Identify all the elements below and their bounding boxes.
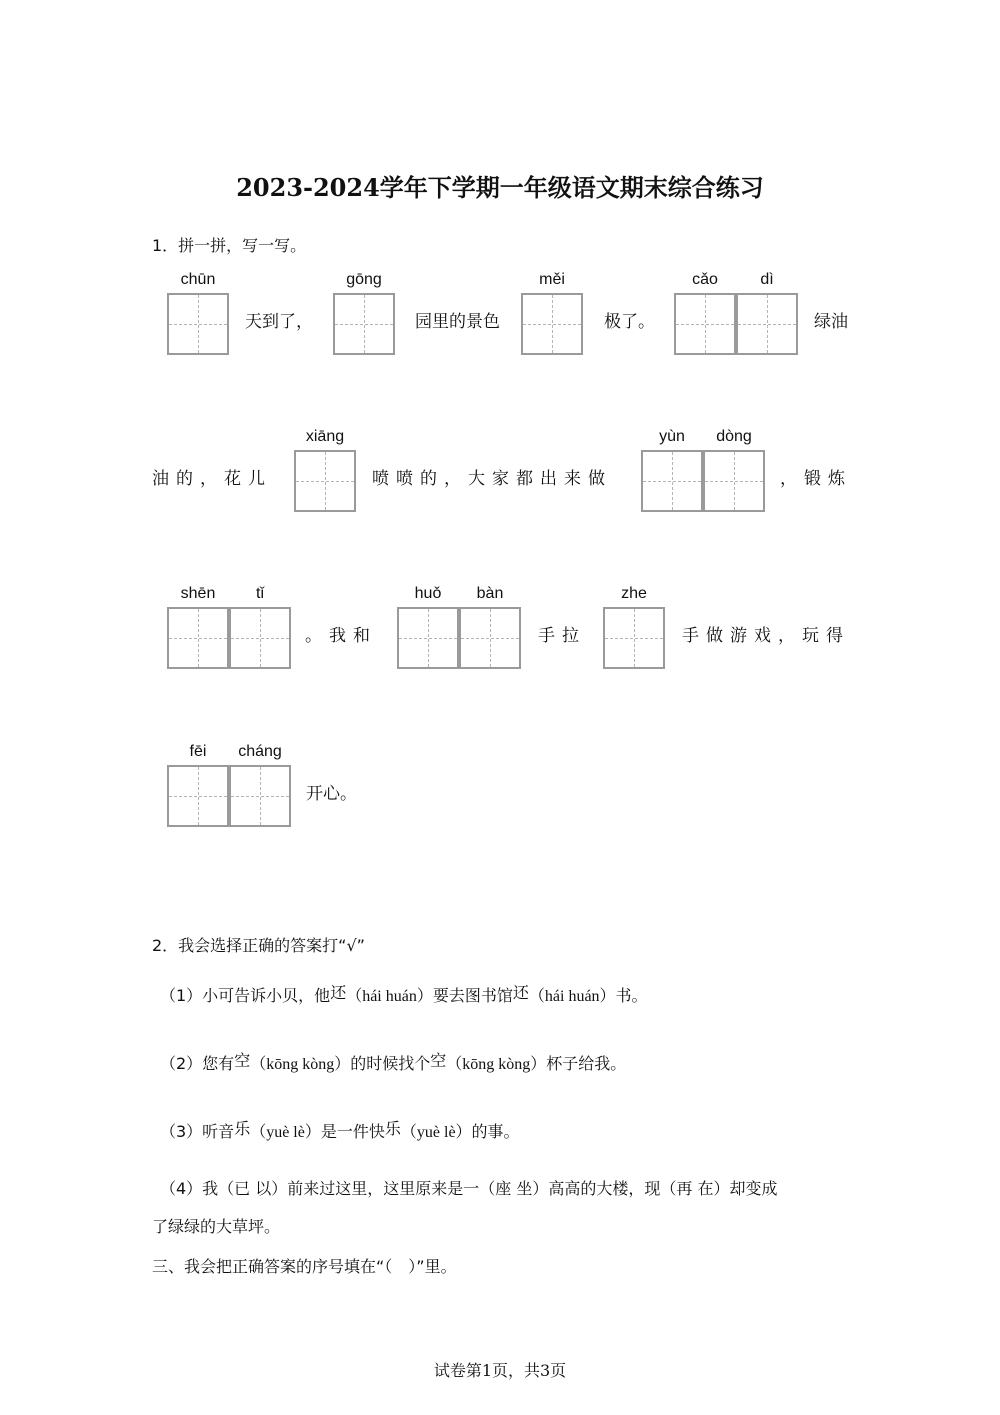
sentence-fragment: 。我和 bbox=[305, 626, 377, 646]
writing-grid-box[interactable] bbox=[397, 607, 459, 669]
page-title: 2023-2024学年下学期一年级语文期末综合练习 bbox=[236, 173, 764, 202]
target-char: 乐 bbox=[384, 1119, 401, 1138]
pinyin-huo: huǒ bbox=[414, 585, 442, 602]
q2-text: 杯子给我。 bbox=[546, 1054, 627, 1073]
writing-grid-box[interactable] bbox=[294, 450, 356, 512]
writing-grid-box[interactable] bbox=[167, 765, 229, 827]
pinyin-ban: bàn bbox=[476, 585, 504, 602]
writing-grid-box[interactable] bbox=[167, 607, 229, 669]
q2-text: （1）小可告诉小贝，他 bbox=[160, 986, 331, 1005]
q2-text: （2）您有 bbox=[160, 1054, 235, 1073]
q2-text: （3）听音 bbox=[160, 1122, 235, 1141]
sentence-fragment: 油的，花儿 bbox=[152, 469, 272, 489]
pinyin-yun: yùn bbox=[659, 428, 685, 445]
sentence-fragment: 手拉 bbox=[538, 626, 586, 646]
question-3-heading: 三、我会把正确答案的序号填在“（ ）”里。 bbox=[152, 1257, 457, 1276]
page-footer: 试卷第1页，共3页 bbox=[433, 1361, 567, 1380]
pinyin-shen: shēn bbox=[180, 585, 216, 602]
target-char: 空 bbox=[234, 1051, 251, 1070]
q2-item-3 bbox=[160, 1119, 520, 1143]
pinyin-cao: cǎo bbox=[692, 271, 718, 288]
pinyin-fei: fēi bbox=[189, 743, 207, 760]
pinyin-xiang: xiāng bbox=[305, 428, 345, 445]
q2-item-2 bbox=[160, 1051, 627, 1075]
q2-text: 是一件快 bbox=[320, 1122, 385, 1141]
sentence-fragment: 天到了， bbox=[245, 312, 313, 332]
q2-text: 书。 bbox=[615, 986, 648, 1005]
sentence-fragment: 手做游戏，玩得 bbox=[682, 626, 850, 646]
writing-grid-box[interactable] bbox=[703, 450, 765, 512]
q2-item-4-line2: 了绿绿的大草坪。 bbox=[152, 1217, 281, 1236]
q2-text: 要去图书馆 bbox=[432, 986, 513, 1005]
writing-grid-box[interactable] bbox=[229, 765, 291, 827]
question-2-heading: 2．我会选择正确的答案打“√” bbox=[152, 936, 365, 955]
pinyin-gong: gōng bbox=[346, 271, 382, 288]
q2-text: 的时候找个 bbox=[350, 1054, 431, 1073]
target-char: 空 bbox=[430, 1051, 447, 1070]
pinyin-choice[interactable]: （kōng kòng） bbox=[446, 1056, 547, 1073]
sentence-fragment: 绿油 bbox=[814, 312, 848, 332]
pinyin-choice[interactable]: （yuè lè） bbox=[400, 1124, 472, 1141]
pinyin-dong: dòng bbox=[716, 428, 752, 445]
pinyin-chang: cháng bbox=[238, 743, 282, 760]
q2-item-4-line1: （4）我（已 以）前来过这里，这里原来是一（座 坐）高高的大楼，现（再 在）却变成 bbox=[160, 1179, 778, 1198]
sentence-fragment: 园里的景色 bbox=[415, 312, 500, 332]
pinyin-chun: chūn bbox=[180, 271, 216, 288]
q2-text: 的事。 bbox=[471, 1122, 520, 1141]
writing-grid-box[interactable] bbox=[736, 293, 798, 355]
pinyin-di: dì bbox=[760, 271, 774, 288]
pinyin-ti: tǐ bbox=[256, 585, 264, 602]
pinyin-choice[interactable]: （kōng kòng） bbox=[250, 1056, 351, 1073]
sentence-fragment: 极了。 bbox=[604, 312, 655, 332]
question-1-heading: 1．拼一拼，写一写。 bbox=[152, 236, 307, 255]
target-char: 还 bbox=[512, 983, 529, 1002]
target-char: 还 bbox=[330, 983, 347, 1002]
pinyin-choice[interactable]: （yuè lè） bbox=[250, 1124, 321, 1141]
writing-grid-box[interactable] bbox=[459, 607, 521, 669]
pinyin-zhe: zhe bbox=[621, 585, 647, 602]
pinyin-choice[interactable]: （hái huán） bbox=[528, 988, 616, 1005]
sentence-fragment: ，锻炼 bbox=[780, 469, 852, 489]
writing-grid-box[interactable] bbox=[333, 293, 395, 355]
sentence-fragment: 喷喷的，大家都出来做 bbox=[372, 469, 612, 489]
writing-grid-box[interactable] bbox=[167, 293, 229, 355]
sentence-fragment: 开心。 bbox=[306, 784, 357, 804]
writing-grid-box[interactable] bbox=[603, 607, 665, 669]
writing-grid-box[interactable] bbox=[521, 293, 583, 355]
writing-grid-box[interactable] bbox=[641, 450, 703, 512]
pinyin-mei: měi bbox=[539, 271, 565, 288]
pinyin-choice[interactable]: （hái huán） bbox=[346, 988, 433, 1005]
q2-item-1 bbox=[160, 983, 648, 1007]
target-char: 乐 bbox=[234, 1119, 251, 1138]
writing-grid-box[interactable] bbox=[674, 293, 736, 355]
writing-grid-box[interactable] bbox=[229, 607, 291, 669]
